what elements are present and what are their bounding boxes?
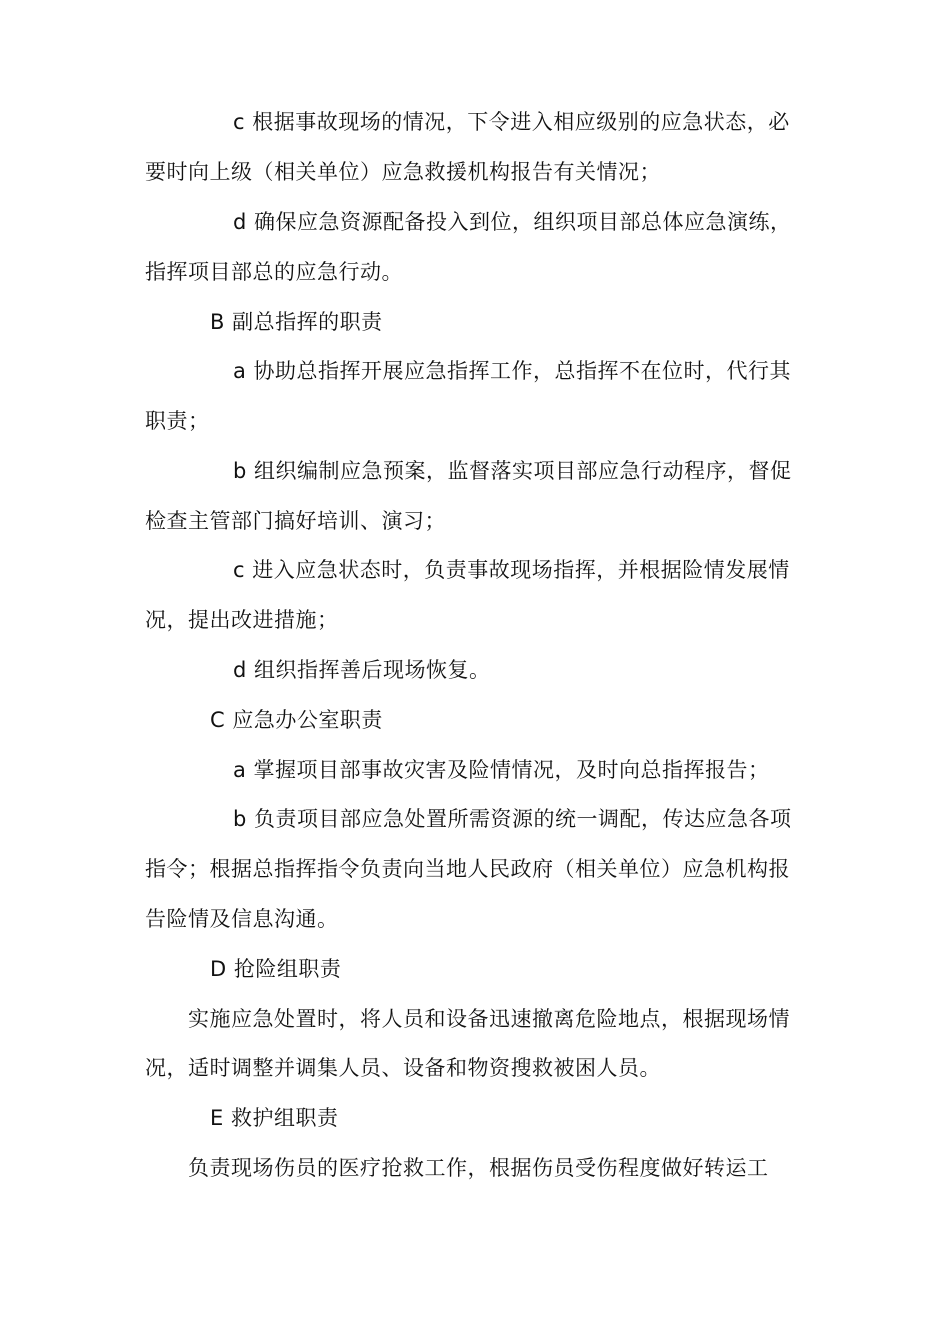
text-line: 要时向上级（相关单位）应急救援机构报告有关情况； xyxy=(145,160,661,184)
text-line: 指挥项目部总的应急行动。 xyxy=(145,260,403,284)
text-line: a 掌握项目部事故灾害及险情情况，及时向总指挥报告； xyxy=(233,758,770,782)
text-line: d 确保应急资源配备投入到位，组织项目部总体应急演练， xyxy=(233,210,792,234)
text-line: a 协助总指挥开展应急指挥工作，总指挥不在位时，代行其 xyxy=(233,359,792,383)
text-line: b 组织编制应急预案，监督落实项目部应急行动程序，督促 xyxy=(233,459,792,483)
text-line: c 根据事故现场的情况，下令进入相应级别的应急状态，必 xyxy=(233,110,790,134)
text-line: c 进入应急状态时，负责事故现场指挥，并根据险情发展情 xyxy=(233,558,790,582)
section-heading: E 救护组职责 xyxy=(210,1106,339,1130)
text-line: 况，提出改进措施； xyxy=(145,608,339,632)
section-heading: B 副总指挥的职责 xyxy=(210,310,383,334)
section-heading: C 应急办公室职责 xyxy=(210,708,383,732)
text-line: 检查主管部门搞好培训、演习； xyxy=(145,509,446,533)
section-heading: D 抢险组职责 xyxy=(210,957,342,981)
text-line: d 组织指挥善后现场恢复。 xyxy=(233,658,491,682)
text-line: 告险情及信息沟通。 xyxy=(145,907,339,931)
text-line: 职责； xyxy=(145,409,210,433)
text-line: b 负责项目部应急处置所需资源的统一调配，传达应急各项 xyxy=(233,807,792,831)
text-line: 负责现场伤员的医疗抢救工作，根据伤员受伤程度做好转运工 xyxy=(188,1156,769,1180)
text-line: 况，适时调整并调集人员、设备和物资搜救被困人员。 xyxy=(145,1056,661,1080)
text-line: 指令；根据总指挥指令负责向当地人民政府（相关单位）应急机构报 xyxy=(145,857,790,881)
text-line: 实施应急处置时，将人员和设备迅速撤离危险地点，根据现场情 xyxy=(188,1007,790,1031)
